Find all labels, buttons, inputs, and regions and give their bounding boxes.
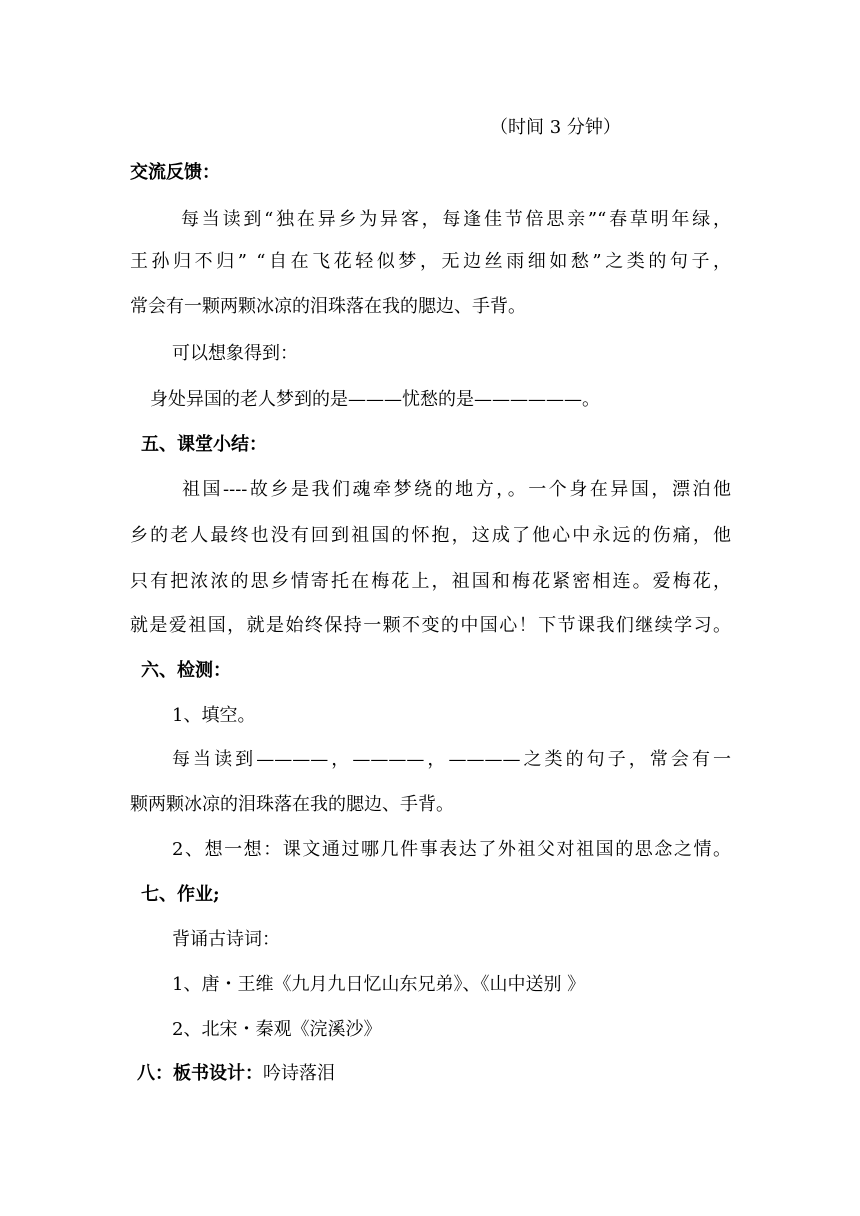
board-content: 吟诗落泪: [263, 1063, 335, 1084]
board-line: [137, 1062, 335, 1086]
test-heading: 六、检测：: [141, 660, 231, 681]
summary-para-line-3: 只有把浓浓的思乡情寄托在梅花上，祖国和梅花紧密相连。爱梅花，: [130, 571, 731, 592]
summary-para-line-2: 乡的老人最终也没有回到祖国的怀抱，这成了他心中永远的伤痛，他: [130, 525, 731, 546]
homework-heading: 七、作业;: [141, 884, 220, 905]
summary-heading: 五、课堂小结：: [141, 434, 267, 455]
summary-para-line-1: 祖国----故乡是我们魂牵梦绕的地方，。一个身在异国，漂泊他: [182, 479, 731, 500]
homework-intro: 背诵古诗词：: [172, 929, 280, 950]
test-item-1: 1、填空。: [172, 705, 256, 726]
test-fill-line-1: 每当读到————，————，————之类的句子，常会有一: [172, 749, 731, 770]
test-item-2: 2、想一想：课文通过哪几件事表达了外祖父对祖国的思念之情。: [172, 839, 731, 860]
homework-item-2: 2、北宋・秦观《浣溪沙》: [172, 1019, 382, 1040]
time-note: （时间 3 分钟）: [490, 117, 621, 138]
homework-item-1: 1、唐・王维《九月九日忆山东兄弟》、《山中送别 》: [172, 974, 586, 995]
exchange-heading: 交流反馈：: [130, 162, 220, 183]
exchange-para-line-2: 王孙归不归” “自在飞花轻似梦，无边丝雨细如愁”之类的句子，: [130, 251, 731, 272]
exchange-para-line-3: 常会有一颗两颗冰凉的泪珠落在我的腮边、手背。: [130, 296, 526, 317]
dream-line: 身处异国的老人梦到的是———忧愁的是——————。: [150, 389, 600, 410]
imagine-line: 可以想象得到：: [172, 343, 298, 364]
test-fill-line-2: 颗两颗冰凉的泪珠落在我的腮边、手背。: [130, 794, 454, 815]
board-heading: 八：板书设计：: [137, 1063, 263, 1084]
exchange-para-line-1: 每当读到“独在异乡为异客，每逢佳节倍思亲”“春草明年绿，: [181, 209, 731, 230]
summary-para-line-4: 就是爱祖国，就是始终保持一颗不变的中国心！下节课我们继续学习。: [130, 615, 731, 636]
